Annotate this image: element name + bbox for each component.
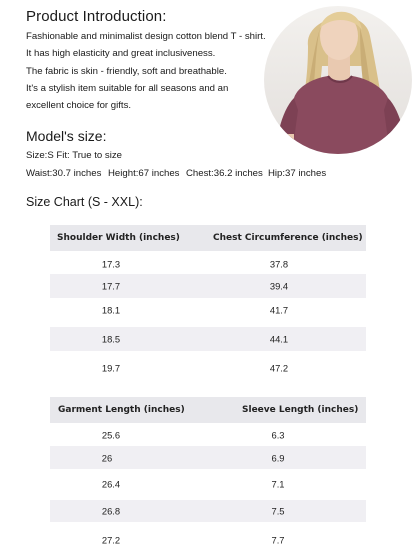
intro-line: It's a stylish item suitable for all seasons and an — [26, 83, 229, 94]
cell-sleeve-length: 7.5 — [271, 505, 285, 517]
cell-chest: 39.4 — [269, 280, 289, 292]
cell-shoulder: 19.7 — [101, 362, 121, 374]
cell-chest: 44.1 — [269, 333, 289, 345]
size-table-2 — [50, 397, 366, 552]
intro-line: It has high elasticity and great inclusiveness. — [26, 48, 216, 59]
cell-shoulder: 17.7 — [101, 280, 121, 292]
cell-sleeve-length: 6.9 — [271, 452, 285, 463]
table-row — [50, 529, 366, 551]
table-header — [50, 225, 366, 251]
table-header — [50, 397, 366, 423]
table-row — [50, 424, 366, 446]
cell-chest: 41.7 — [269, 304, 289, 316]
intro-title: Product Introduction: — [26, 8, 167, 25]
cell-garment-length: 26 — [101, 452, 113, 463]
intro-line: excellent choice for gifts. — [26, 100, 132, 111]
header-shoulder-width: Shoulder Width (inches) — [57, 233, 180, 243]
intro-line: The fabric is skin - friendly, soft and breathable. — [26, 66, 227, 77]
cell-sleeve-length: 7.7 — [271, 534, 285, 546]
table-row — [50, 356, 366, 380]
intro-line: Fashionable and minimalist design cotton blend T - shirt. — [26, 31, 266, 42]
model-hip: Hip:37 inches — [268, 168, 327, 179]
cell-sleeve-length: 6.3 — [271, 429, 285, 441]
cell-shoulder: 18.5 — [101, 333, 121, 345]
table-row — [50, 500, 366, 522]
cell-shoulder: 17.3 — [101, 258, 121, 270]
size-chart-title: Size Chart (S - XXL): — [26, 195, 143, 209]
model-size-line: Size:S Fit: True to size — [26, 150, 122, 161]
model-chest: Chest:36.2 inches — [186, 168, 263, 179]
table-row — [50, 252, 366, 276]
cell-garment-length: 25.6 — [101, 429, 121, 441]
table-row — [50, 327, 366, 351]
header-garment-length: Garment Length (inches) — [58, 405, 185, 415]
table-row — [50, 298, 366, 322]
model-height: Height:67 inches — [108, 168, 180, 179]
size-table-1 — [50, 225, 366, 380]
cell-garment-length: 26.4 — [101, 478, 121, 490]
table-row — [50, 473, 366, 495]
header-chest-circumference: Chest Circumference (inches) — [213, 233, 363, 243]
table-row — [50, 274, 366, 298]
cell-chest: 47.2 — [269, 362, 289, 374]
model-photo — [264, 6, 412, 154]
cell-chest: 37.8 — [269, 258, 289, 270]
cell-sleeve-length: 7.1 — [271, 478, 285, 490]
cell-garment-length: 26.8 — [101, 505, 121, 517]
model-waist: Waist:30.7 inches — [26, 168, 102, 179]
cell-shoulder: 18.1 — [101, 304, 121, 316]
cell-garment-length: 27.2 — [101, 534, 121, 546]
model-illustration — [264, 6, 412, 154]
table-row — [50, 446, 366, 469]
model-title: Model's size: — [26, 128, 107, 144]
header-sleeve-length: Sleeve Length (inches) — [242, 405, 359, 415]
